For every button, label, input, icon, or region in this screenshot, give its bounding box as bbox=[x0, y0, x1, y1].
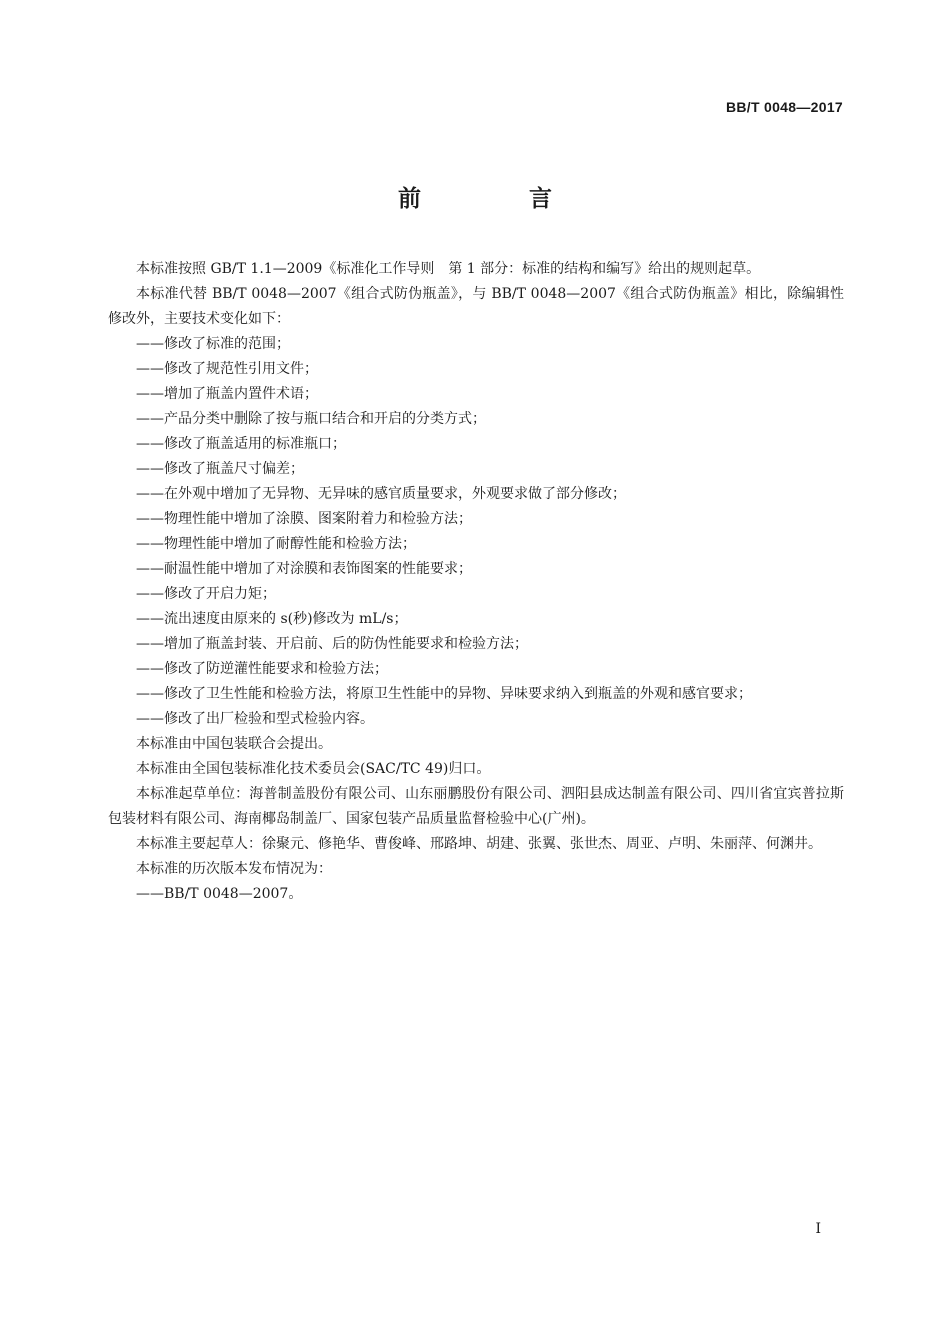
change-item: ——物理性能中增加了涂膜、图案附着力和检验方法； bbox=[136, 511, 472, 527]
change-item: ——耐温性能中增加了对涂膜和表饰图案的性能要求； bbox=[136, 561, 472, 577]
change-item: ——修改了出厂检验和型式检验内容。 bbox=[136, 711, 374, 727]
change-item: ——产品分类中删除了按与瓶口结合和开启的分类方式； bbox=[136, 411, 486, 427]
document-body bbox=[108, 257, 844, 907]
paragraph-drafters: 本标准主要起草人：徐聚元、修艳华、曹俊峰、邢路坤、胡建、张翼、张世杰、周亚、卢明、朱丽萍、何渊井。 bbox=[136, 836, 822, 852]
change-item: ——增加了瓶盖内置件术语； bbox=[136, 386, 318, 402]
change-item: ——修改了标准的范围； bbox=[136, 336, 290, 352]
paragraph-replacement: 本标准代替 BB/T 0048—2007《组合式防伪瓶盖》，与 BB/T 0048—2007《组合式防伪瓶盖》相比，除编辑性修改外，主要技术变化如下： bbox=[108, 286, 844, 327]
paragraph-drafting-rules: 本标准按照 GB/T 1.1—2009《标准化工作导则 第 1 部分：标准的结构和编写》给出的规则起草。 bbox=[136, 261, 761, 277]
change-item: ——修改了规范性引用文件； bbox=[136, 361, 318, 377]
paragraph-drafting-units: 本标准起草单位：海普制盖股份有限公司、山东丽鹏股份有限公司、泗阳县成达制盖有限公司、四川省宜宾普拉斯包装材料有限公司、海南椰岛制盖厂、国家包装产品质量监督检验中心(广州)。 bbox=[108, 786, 844, 827]
previous-version-item: ——BB/T 0048—2007。 bbox=[136, 886, 303, 902]
paragraph-proposed-by: 本标准由中国包装联合会提出。 bbox=[136, 736, 332, 752]
paragraph-version-history: 本标准的历次版本发布情况为： bbox=[136, 861, 332, 877]
change-item: ——修改了瓶盖尺寸偏差； bbox=[136, 461, 304, 477]
paragraph-managed-by: 本标准由全国包装标准化技术委员会(SAC/TC 49)归口。 bbox=[136, 761, 491, 777]
page-title: 前 言 bbox=[397, 186, 602, 212]
change-item: ——流出速度由原来的 s(秒)修改为 mL/s； bbox=[136, 611, 408, 627]
change-item: ——在外观中增加了无异物、无异味的感官质量要求，外观要求做了部分修改； bbox=[136, 486, 626, 502]
page-number: I bbox=[815, 1221, 821, 1237]
change-item: ——修改了开启力矩； bbox=[136, 586, 276, 602]
change-item: ——修改了卫生性能和检验方法，将原卫生性能中的异物、异味要求纳入到瓶盖的外观和感官要求； bbox=[136, 686, 752, 702]
change-item: ——修改了防逆灌性能要求和检验方法； bbox=[136, 661, 388, 677]
standard-code: BB/T 0048—2017 bbox=[725, 99, 843, 115]
change-item: ——增加了瓶盖封装、开启前、后的防伪性能要求和检验方法； bbox=[136, 636, 528, 652]
change-item: ——修改了瓶盖适用的标准瓶口； bbox=[136, 436, 346, 452]
change-item: ——物理性能中增加了耐醇性能和检验方法； bbox=[136, 536, 416, 552]
